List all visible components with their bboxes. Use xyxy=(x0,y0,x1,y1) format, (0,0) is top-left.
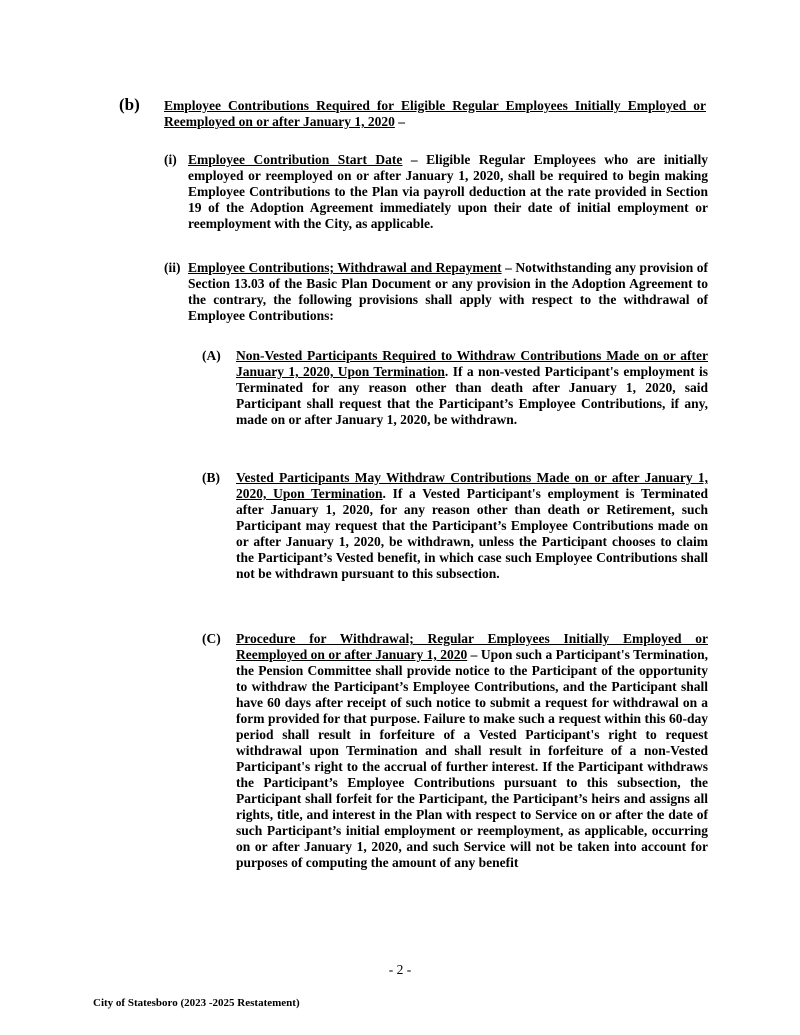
item-i xyxy=(164,152,708,236)
item-i-text: – Eligible Regular Employees who are initially employed or reemployed on or after January 1, 2020, shall be required to begin making Employee Contributions to the Plan via payroll deduction at the rate provided in Section 19 of the Adoption Agreement immediately upon their date of initial employment or reemployment with the City, as applicable. xyxy=(188,152,708,231)
item-a xyxy=(202,348,708,448)
item-a-text: . If a non-vested Participant's employment is Terminated for any reason other than death after January 1, 2020, said Participant shall request that the Participant’s Employee Contributions, if any, made on or after January 1, 2020, be withdrawn. xyxy=(236,364,708,427)
item-c-body xyxy=(236,631,708,871)
item-i-heading: Employee Contribution Start Date xyxy=(188,152,403,167)
section-b-heading: Employee Contributions Required for Eligible Regular Employees Initially Employed or Reemployed on or after January 1, 2020 xyxy=(164,98,706,129)
item-a-heading: Non-Vested Participants Required to Withdraw Contributions Made on or after January 1, 2020, Upon Termination xyxy=(236,348,708,379)
item-ii-heading: Employee Contributions; Withdrawal and Repayment xyxy=(188,260,502,275)
item-c-text: – Upon such a Participant's Termination, the Pension Committee shall provide notice to the Participant of the opportunity to withdraw the Participant’s Employee Contributions, and the Participant shall have 60 days after receipt of such notice to submit a request for withdrawal on a form provided for that purpose. Failure to make such a request within this 60-day period shall result in forfeiture of a Vested Participant's right to request withdrawal upon Termination and shall result in forfeiture of a non-Vested Participant's right to the accrual of further interest. If the Participant withdraws the Participant’s Employee Contributions pursuant to this subsection, the Participant shall forfeit for the Participant, the Participant’s heirs and assigns all rights, title, and interest in the Plan with respect to Service on or after the date of such Participant’s initial employment or reemployment, as applicable, occurring on or after January 1, 2020, and such Service will not be taken into account for purposes of computing the amount of any benefit xyxy=(236,647,708,870)
item-b-label: (B) xyxy=(202,470,220,485)
item-b-body xyxy=(236,470,708,582)
page-number: - 2 - xyxy=(388,962,412,977)
section-b-label: (b) xyxy=(119,95,140,114)
item-i-label: (i) xyxy=(164,152,177,167)
item-a-label: (A) xyxy=(202,348,221,363)
item-b-heading: Vested Participants May Withdraw Contributions Made on or after January 1, 2020, Upon Termination xyxy=(236,470,708,501)
item-ii-label: (ii) xyxy=(164,260,181,275)
item-c-label: (C) xyxy=(202,631,221,646)
item-ii-body xyxy=(188,260,708,324)
item-b xyxy=(202,470,708,618)
item-ii xyxy=(164,260,708,328)
section-b-heading-block xyxy=(164,98,706,130)
item-ii-text: – Notwithstanding any provision of Section 13.03 of the Basic Plan Document or any provision in the Adoption Agreement to the contrary, the following provisions shall apply with respect to the withdrawal of Employee Contributions: xyxy=(188,260,709,323)
item-a-body xyxy=(236,348,708,428)
item-b-text: . If a Vested Participant's employment is Terminated after January 1, 2020, for any reason other than death or Retirement, such Participant may request that the Participant’s Employee Contributions made on or after January 1, 2020, be withdrawn, unless the Participant chooses to claim the Participant’s Vested benefit, in which case such Employee Contributions shall not be withdrawn pursuant to this subsection. xyxy=(236,486,709,581)
item-c xyxy=(202,631,708,951)
section-b-heading-suffix: – xyxy=(394,114,405,129)
item-c-heading: Procedure for Withdrawal; Regular Employees Initially Employed or Reemployed on or after January 1, 2020 xyxy=(236,631,708,662)
item-i-body xyxy=(188,152,708,232)
footer-document-title: City of Statesboro (2023 -2025 Restatement) xyxy=(93,997,300,1009)
